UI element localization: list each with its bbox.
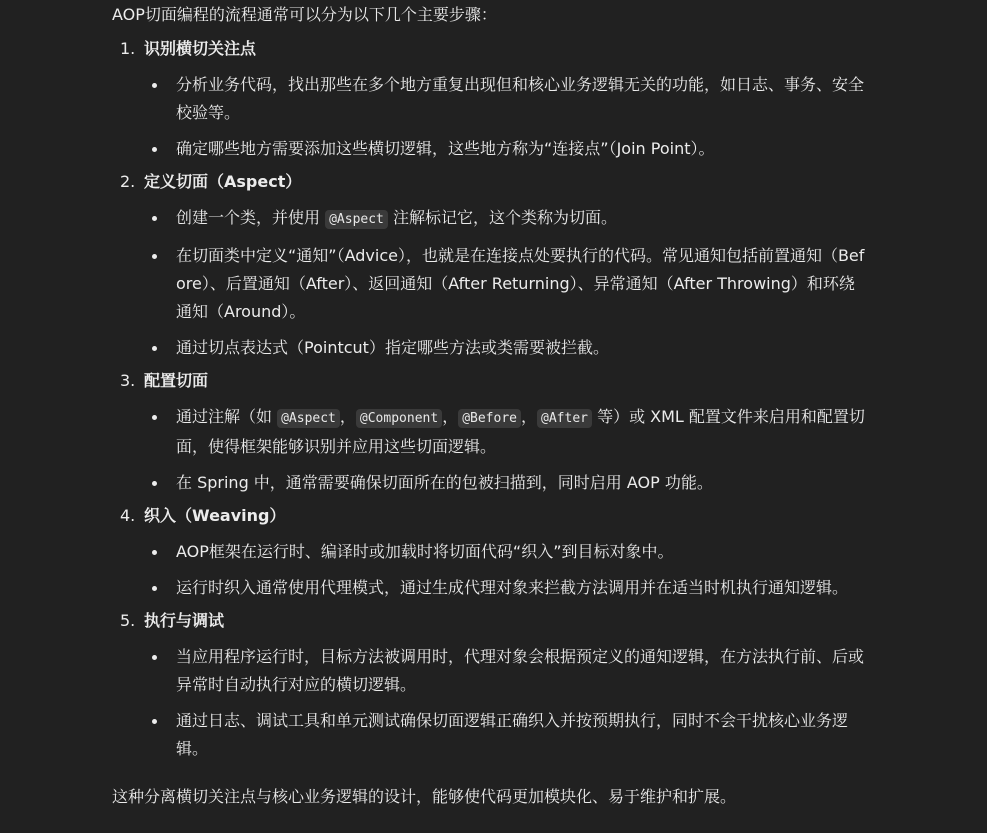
step-heading: 定义切面（Aspect）: [144, 172, 302, 191]
bullet-dot-icon: [152, 254, 157, 259]
bullet-item: [112, 334, 867, 362]
outro-text: 这种分离横切关注点与核心业务逻辑的设计，能够使代码更加模块化、易于维护和扩展。: [112, 787, 737, 806]
bullet-text: 确定哪些地方需要添加这些横切逻辑，这些地方称为“连接点”（Join Point）。: [176, 139, 715, 158]
bullet-item: [112, 204, 867, 234]
bullet-list: [112, 71, 867, 163]
bullet-text: ，: [339, 407, 356, 426]
step-title: [112, 502, 867, 530]
step-title: [112, 168, 867, 196]
bullet-dot-icon: [152, 83, 157, 88]
step-item: [112, 502, 867, 602]
bullet-dot-icon: [152, 147, 157, 152]
step-heading: 配置切面: [144, 371, 209, 390]
inline-code: @Aspect: [325, 210, 388, 229]
bullet-item: [112, 135, 867, 163]
bullet-item: [112, 71, 867, 127]
steps-list: [112, 35, 867, 763]
bullet-text: ，: [442, 407, 459, 426]
bullet-text: 在切面类中定义“通知”（Advice），也就是在连接点处要执行的代码。常见通知包括前置通知（Before）、后置通知（After）、返回通知（After Returning）、异常通知（After Throwing）和环绕通知（Around）。: [176, 246, 865, 321]
step-item: [112, 367, 867, 497]
bullet-text: 运行时织入通常使用代理模式，通过生成代理对象来拦截方法调用并在适当时机执行通知逻辑。: [176, 578, 849, 597]
step-number: 5.: [120, 611, 136, 630]
step-item: [112, 607, 867, 763]
bullet-dot-icon: [152, 481, 157, 486]
inline-code: @After: [537, 409, 592, 428]
bullet-text: 通过注解（如: [176, 407, 278, 426]
step-item: [112, 168, 867, 362]
bullet-item: [112, 643, 867, 699]
bullet-dot-icon: [152, 586, 157, 591]
bullet-dot-icon: [152, 719, 157, 724]
bullet-list: [112, 643, 867, 763]
bullet-dot-icon: [152, 346, 157, 351]
step-title: [112, 367, 867, 395]
step-number: 4.: [120, 506, 136, 525]
bullet-list: [112, 538, 867, 602]
bullet-item: [112, 403, 867, 461]
step-number: 2.: [120, 172, 136, 191]
bullet-text: 当应用程序运行时，目标方法被调用时，代理对象会根据预定义的通知逻辑，在方法执行前、后或异常时自动执行对应的横切逻辑。: [176, 647, 865, 694]
inline-code: @Aspect: [277, 409, 340, 428]
intro-text: AOP切面编程的流程通常可以分为以下几个主要步骤：: [112, 5, 497, 24]
bullet-dot-icon: [152, 415, 157, 420]
bullet-item: [112, 242, 867, 326]
bullet-item: [112, 538, 867, 566]
inline-code: @Before: [458, 409, 521, 428]
bullet-item: [112, 707, 867, 763]
bullet-text: ，: [521, 407, 538, 426]
bullet-list: [112, 403, 867, 497]
step-heading: 织入（Weaving）: [144, 506, 286, 525]
bullet-dot-icon: [152, 655, 157, 660]
bullet-list: [112, 204, 867, 362]
step-heading: 识别横切关注点: [144, 39, 257, 58]
step-item: [112, 35, 867, 163]
step-title: [112, 35, 867, 63]
bullet-text: 分析业务代码，找出那些在多个地方重复出现但和核心业务逻辑无关的功能，如日志、事务、安全校验等。: [176, 75, 865, 122]
bullet-text: 通过切点表达式（Pointcut）指定哪些方法或类需要被拦截。: [176, 338, 609, 357]
bullet-text: 通过日志、调试工具和单元测试确保切面逻辑正确织入并按预期执行，同时不会干扰核心业务逻辑。: [176, 711, 849, 758]
bullet-dot-icon: [152, 216, 157, 221]
bullet-text: 等）或 XML 配置文件来启用和配置切面，使得框架能够识别并应用这些切面逻辑。: [176, 407, 865, 456]
step-number: 3.: [120, 371, 136, 390]
bullet-dot-icon: [152, 550, 157, 555]
bullet-item: [112, 574, 867, 602]
step-heading: 执行与调试: [144, 611, 225, 630]
bullet-text: 注解标记它，这个类称为切面。: [387, 208, 617, 227]
bullet-item: [112, 469, 867, 497]
bullet-text: AOP框架在运行时、编译时或加载时将切面代码“织入”到目标对象中。: [176, 542, 674, 561]
bullet-text: 在 Spring 中，通常需要确保切面所在的包被扫描到，同时启用 AOP 功能。: [176, 473, 713, 492]
inline-code: @Component: [356, 409, 442, 428]
bullet-text: 创建一个类，并使用: [176, 208, 326, 227]
step-number: 1.: [120, 39, 136, 58]
step-title: [112, 607, 867, 635]
